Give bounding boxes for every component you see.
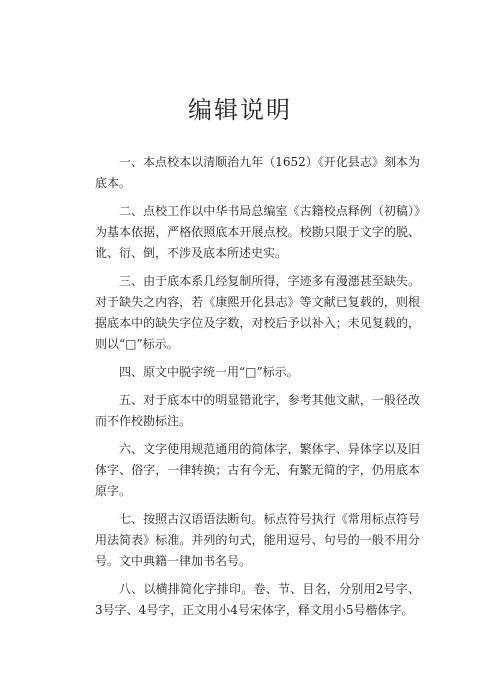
paragraph-2: 二、点校工作以中华书局总编室《古籍校点释例（初稿）》为基本依据，严格依照底本开展点校。校勘只限于文字的脱、讹、衍、倒，不涉及底本所述史实。 <box>95 204 420 260</box>
page-title: 编辑说明 <box>188 96 292 124</box>
paragraph-5: 五、对于底本中的明显错讹字，参考其他文献，一般径改而不作校勘标注。 <box>95 393 420 428</box>
paragraph-6: 六、文字使用规范通用的简体字，繁体字、异体字以及旧体字、俗字，一律转换；古有今无、有繁无简的字，仍用底本原字。 <box>95 442 420 498</box>
document-body <box>95 152 420 628</box>
paragraph-3: 三、由于底本系几经复制所得，字迹多有漫漶甚至缺失。对于缺失之内容，若《康熙开化县志》等文献已复载的，则根据底本中的缺失字位及字数，对校后予以补入；未见复载的，则以“□”标示。 <box>95 274 420 351</box>
paragraph-7: 七、按照古汉语语法断句。标点符号执行《常用标点符号用法简表》标准。并列的句式，能用逗号、句号的一般不用分号。文中典籍一律加书名号。 <box>95 512 420 568</box>
paragraph-4: 四、原文中脱字统一用“□”标示。 <box>119 365 299 379</box>
paragraph-1: 一、本点校本以清顺治九年（1652）《开化县志》刻本为底本。 <box>95 155 420 190</box>
paragraph-8: 八、以横排简化字排印。卷、节、目名，分别用2号字、3号字、4号字，正文用小4号宋体字，释文用小5号楷体字。 <box>95 582 420 617</box>
